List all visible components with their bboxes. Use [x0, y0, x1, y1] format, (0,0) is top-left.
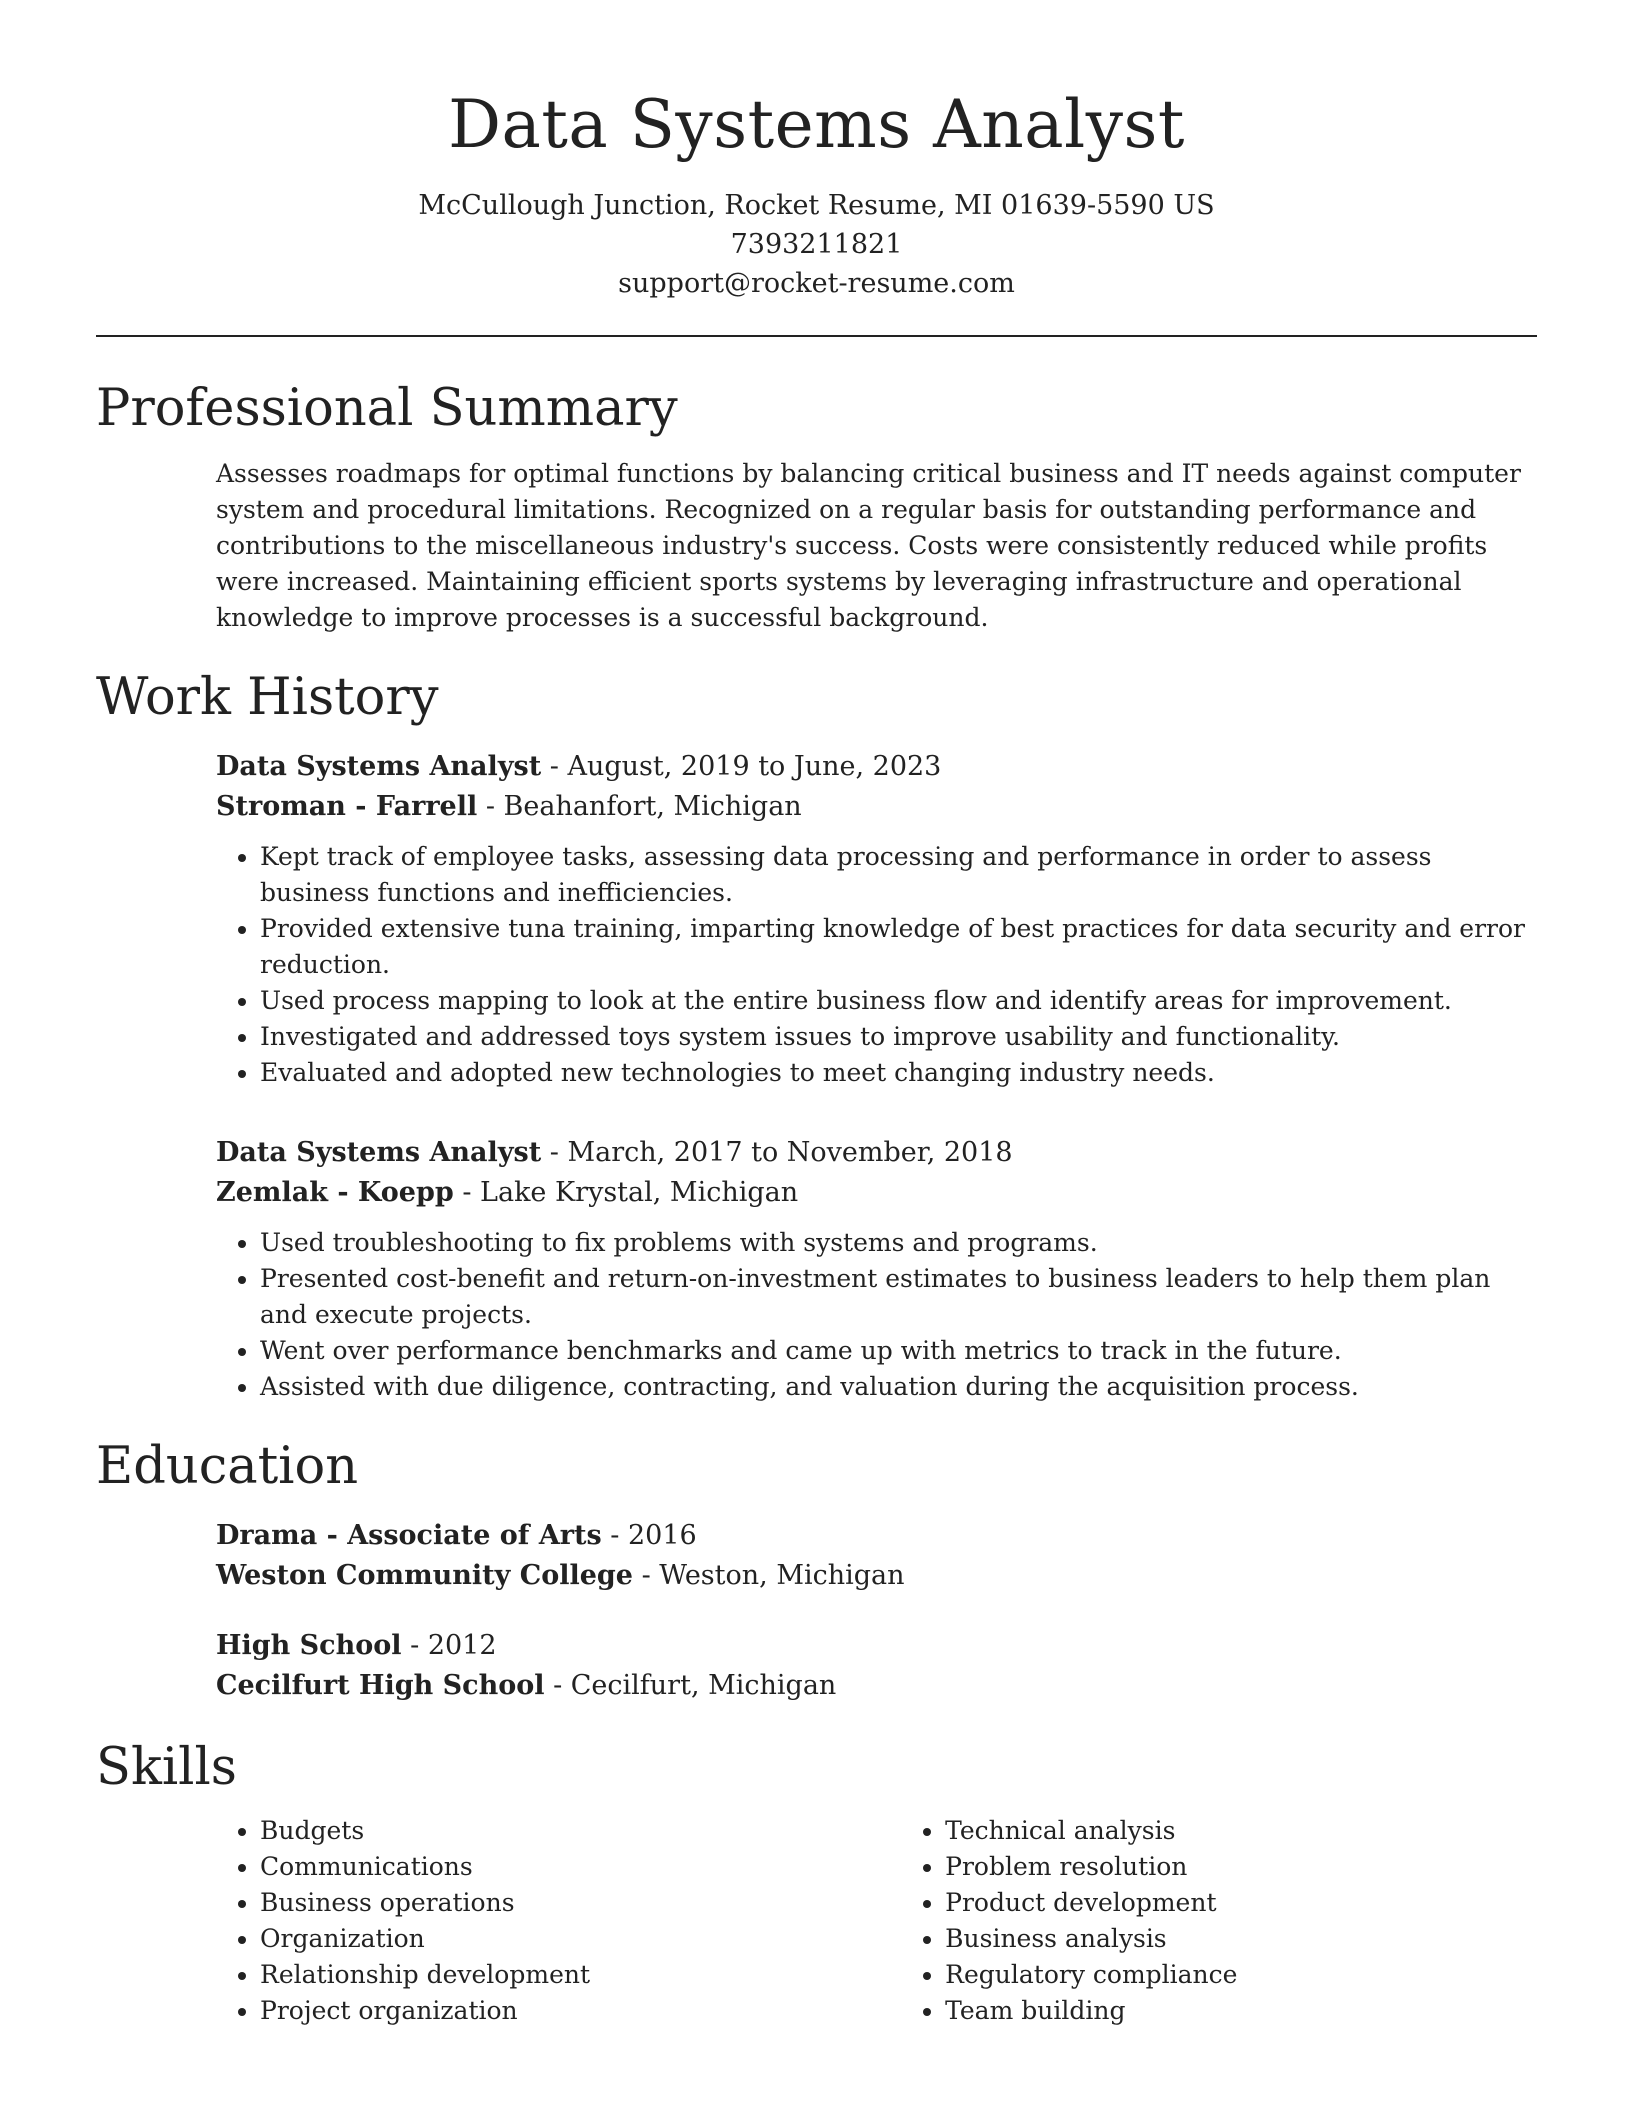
education-entry: [216, 1516, 1537, 1596]
skill-item: • Organization: [260, 1921, 901, 1957]
contact-email: support@rocket-resume.com: [618, 268, 1015, 299]
education-year: - 2016: [601, 1520, 697, 1551]
contact-block: [96, 186, 1537, 303]
education-location: - Cecilfurt, Michigan: [544, 1670, 837, 1701]
resume-header: [96, 0, 1537, 303]
job-entry: [216, 1133, 1537, 1405]
contact-phone: 7393211821: [730, 229, 903, 260]
job-dates: - March, 2017 to November, 2018: [541, 1137, 1013, 1168]
education-degree: Drama - Associate of Arts: [216, 1520, 602, 1551]
job-bullet: • Presented cost-benefit and return-on-investment estimates to business leaders to help them plan and execute projects.: [260, 1261, 1537, 1333]
section-title-education: Education: [96, 1437, 359, 1496]
education-list: [216, 1516, 1537, 1706]
job-entry: [216, 747, 1537, 1091]
job-company-line: [216, 1173, 1537, 1213]
job-bullet: • Went over performance benchmarks and came up with metrics to track in the future.: [260, 1333, 1537, 1369]
resume-page: [96, 0, 1537, 2029]
job-location: - Beahanfort, Michigan: [477, 791, 802, 822]
skill-item: • Communications: [260, 1849, 901, 1885]
job-company-line: [216, 787, 1537, 827]
skill-item: • Project organization: [260, 1993, 901, 2029]
skill-item: • Regulatory compliance: [945, 1957, 1537, 1993]
skill-item: • Business operations: [260, 1885, 901, 1921]
skills-column-right: [901, 1813, 1537, 2029]
section-title-summary: Professional Summary: [96, 379, 678, 438]
job-company: Stroman - Farrell: [216, 791, 478, 822]
education-entry: [216, 1626, 1537, 1706]
section-title-work-history: Work History: [96, 668, 439, 727]
section-title-skills: Skills: [96, 1738, 237, 1797]
education-degree-line: [216, 1626, 1537, 1666]
job-location: - Lake Krystal, Michigan: [453, 1177, 799, 1208]
job-bullets: [216, 839, 1537, 1091]
education-school-line: [216, 1666, 1537, 1706]
skill-item: • Budgets: [260, 1813, 901, 1849]
job-bullet: • Provided extensive tuna training, imparting knowledge of best practices for data security and error reduction.: [260, 911, 1537, 983]
header-divider: [96, 335, 1537, 337]
education-school: Cecilfurt High School: [216, 1670, 545, 1701]
skill-item: • Technical analysis: [945, 1813, 1537, 1849]
job-title-line: [216, 747, 1537, 787]
job-title-line: [216, 1133, 1537, 1173]
job-bullet: • Used troubleshooting to fix problems with systems and programs.: [260, 1225, 1537, 1261]
education-degree-line: [216, 1516, 1537, 1556]
skill-item: • Business analysis: [945, 1921, 1537, 1957]
job-position: Data Systems Analyst: [216, 751, 542, 782]
job-position: Data Systems Analyst: [216, 1137, 542, 1168]
skill-item: • Product development: [945, 1885, 1537, 1921]
contact-address: McCullough Junction, Rocket Resume, MI 01639-5590 US: [418, 190, 1215, 221]
work-history-list: [216, 747, 1537, 1405]
skills-list: [216, 1813, 1537, 2029]
job-bullet: • Kept track of employee tasks, assessing data processing and performance in order to assess business functions and inefficiencies.: [260, 839, 1537, 911]
education-school: Weston Community College: [216, 1560, 633, 1591]
job-dates: - August, 2019 to June, 2023: [541, 751, 942, 782]
skill-item: • Problem resolution: [945, 1849, 1537, 1885]
education-location: - Weston, Michigan: [632, 1560, 905, 1591]
summary-text: Assesses roadmaps for optimal functions by balancing critical business and IT needs against computer system and procedural limitations. Recognized on a regular basis for outstanding performance and contributions to the miscellaneous industry's success. Costs were consistently reduced while profits were increased. Maintaining efficient sports systems by leveraging infrastructure and operational knowledge to improve processes is a successful background.: [216, 459, 1521, 632]
skill-item: • Team building: [945, 1993, 1537, 2029]
skills-column-left: [216, 1813, 901, 2029]
education-year: - 2012: [401, 1630, 497, 1661]
job-bullet: • Investigated and addressed toys system issues to improve usability and functionality.: [260, 1019, 1537, 1055]
resume-name: Data Systems Analyst: [448, 86, 1185, 163]
job-bullets: [216, 1225, 1537, 1405]
job-company: Zemlak - Koepp: [216, 1177, 454, 1208]
education-school-line: [216, 1556, 1537, 1596]
job-bullet: • Evaluated and adopted new technologies to meet changing industry needs.: [260, 1055, 1537, 1091]
education-degree: High School: [216, 1630, 402, 1661]
job-bullet: • Assisted with due diligence, contracting, and valuation during the acquisition process.: [260, 1369, 1537, 1405]
skill-item: • Relationship development: [260, 1957, 901, 1993]
job-bullet: • Used process mapping to look at the entire business flow and identify areas for improvement.: [260, 983, 1537, 1019]
